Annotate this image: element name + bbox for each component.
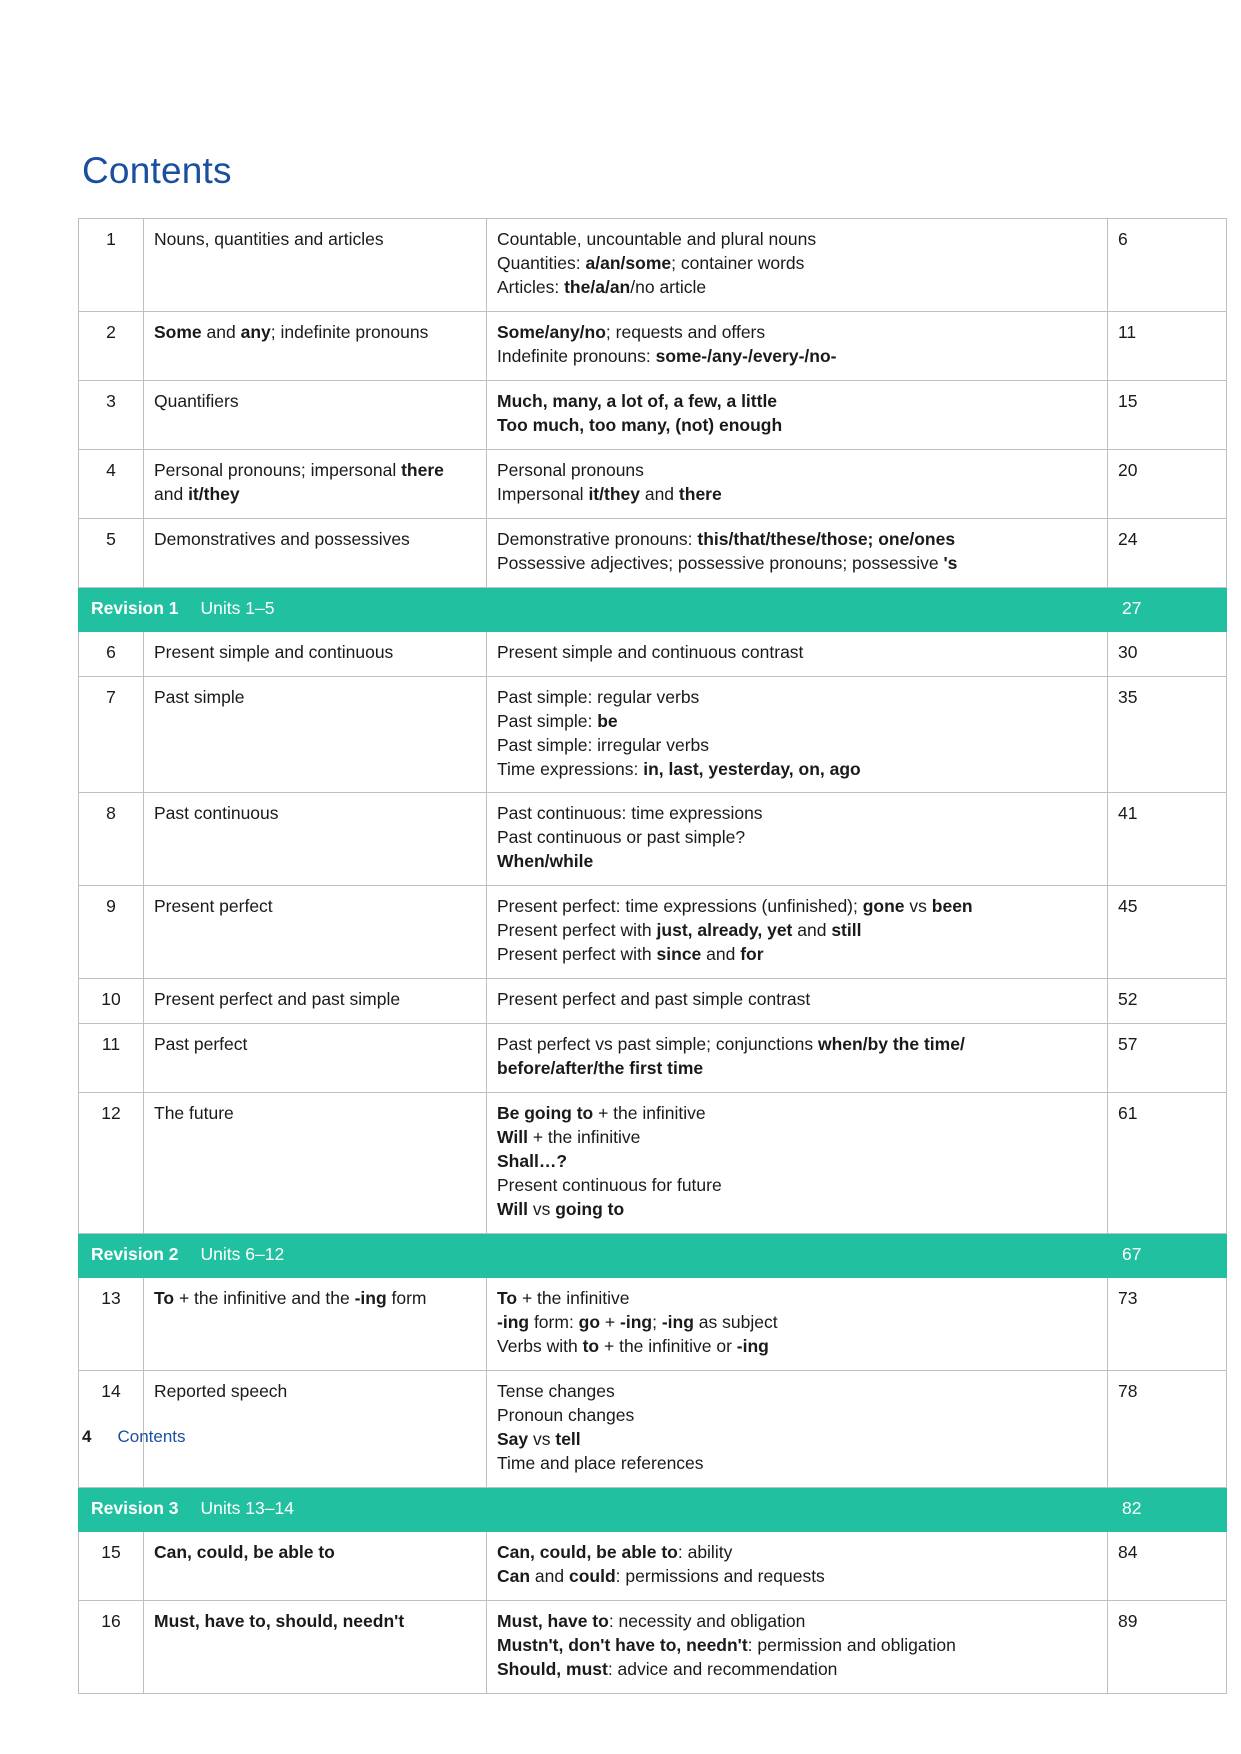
unit-description: Countable, uncountable and plural nouns Quantities: a/an/some; container words Articles: the/a/an/no article xyxy=(487,219,1108,312)
unit-title: Must, have to, should, needn't xyxy=(144,1600,487,1693)
unit-title: Quantifiers xyxy=(144,380,487,449)
revision-row xyxy=(79,1234,1227,1278)
unit-description: Must, have to: necessity and obligation Mustn't, don't have to, needn't: permission and obligation Should, must: advice and recommendation xyxy=(487,1600,1108,1693)
unit-page-number: 20 xyxy=(1108,449,1227,518)
unit-number: 9 xyxy=(79,886,144,979)
unit-page-number: 73 xyxy=(1108,1278,1227,1371)
unit-title: Demonstratives and possessives xyxy=(144,518,487,587)
revision-row xyxy=(79,587,1227,631)
unit-title: To + the infinitive and the -ing form xyxy=(144,1278,487,1371)
unit-page-number: 57 xyxy=(1108,1024,1227,1093)
unit-page-number: 52 xyxy=(1108,979,1227,1024)
unit-row xyxy=(79,1024,1227,1093)
unit-title: Some and any; indefinite pronouns xyxy=(144,311,487,380)
unit-number: 4 xyxy=(79,449,144,518)
revision-row xyxy=(79,1487,1227,1531)
unit-row xyxy=(79,219,1227,312)
unit-page-number: 84 xyxy=(1108,1531,1227,1600)
unit-page-number: 11 xyxy=(1108,311,1227,380)
unit-title: Past simple xyxy=(144,676,487,793)
unit-page-number: 35 xyxy=(1108,676,1227,793)
unit-number: 15 xyxy=(79,1531,144,1600)
unit-title: Personal pronouns; impersonal there and it/they xyxy=(144,449,487,518)
unit-number: 6 xyxy=(79,631,144,676)
unit-page-number: 78 xyxy=(1108,1370,1227,1487)
unit-row xyxy=(79,1093,1227,1234)
unit-description: Be going to + the infinitive Will + the infinitive Shall…? Present continuous for future Will vs going to xyxy=(487,1093,1108,1234)
unit-number: 3 xyxy=(79,380,144,449)
unit-number: 11 xyxy=(79,1024,144,1093)
unit-description: Present perfect: time expressions (unfinished); gone vs been Present perfect with just, already, yet and still Present perfect with since and for xyxy=(487,886,1108,979)
unit-title: The future xyxy=(144,1093,487,1234)
unit-row xyxy=(79,676,1227,793)
revision-units: Units 1–5 xyxy=(200,597,275,618)
unit-description: Personal pronouns Impersonal it/they and there xyxy=(487,449,1108,518)
unit-description: Past simple: regular verbs Past simple: be Past simple: irregular verbs Time expressions: in, last, yesterday, on, ago xyxy=(487,676,1108,793)
unit-page-number: 30 xyxy=(1108,631,1227,676)
unit-number: 12 xyxy=(79,1093,144,1234)
unit-description: Present simple and continuous contrast xyxy=(487,631,1108,676)
unit-row xyxy=(79,793,1227,886)
revision-title: Revision 1 xyxy=(91,597,179,618)
unit-row xyxy=(79,1278,1227,1371)
unit-description: Past continuous: time expressions Past continuous or past simple? When/while xyxy=(487,793,1108,886)
unit-row xyxy=(79,380,1227,449)
unit-page-number: 89 xyxy=(1108,1600,1227,1693)
unit-number: 14 xyxy=(79,1370,144,1487)
unit-title: Reported speech xyxy=(144,1370,487,1487)
unit-number: 7 xyxy=(79,676,144,793)
revision-units: Units 6–12 xyxy=(200,1244,285,1265)
unit-page-number: 45 xyxy=(1108,886,1227,979)
unit-row xyxy=(79,1600,1227,1693)
unit-row xyxy=(79,886,1227,979)
unit-title: Past continuous xyxy=(144,793,487,886)
unit-description: Tense changes Pronoun changes Say vs tell Time and place references xyxy=(487,1370,1108,1487)
revision-page-number: 27 xyxy=(1108,587,1227,631)
unit-page-number: 15 xyxy=(1108,380,1227,449)
contents-table-body xyxy=(79,219,1227,1694)
unit-page-number: 41 xyxy=(1108,793,1227,886)
revision-page-number: 67 xyxy=(1108,1234,1227,1278)
unit-row xyxy=(79,979,1227,1024)
unit-description: Can, could, be able to: ability Can and could: permissions and requests xyxy=(487,1531,1108,1600)
unit-number: 16 xyxy=(79,1600,144,1693)
unit-number: 13 xyxy=(79,1278,144,1371)
revision-page-number: 82 xyxy=(1108,1487,1227,1531)
unit-title: Present perfect and past simple xyxy=(144,979,487,1024)
unit-description: To + the infinitive -ing form: go + -ing; -ing as subject Verbs with to + the infinitive or -ing xyxy=(487,1278,1108,1371)
unit-row xyxy=(79,631,1227,676)
revision-label-cell xyxy=(79,587,1108,631)
page-title: Contents xyxy=(82,150,232,191)
unit-page-number: 61 xyxy=(1108,1093,1227,1234)
unit-title: Present simple and continuous xyxy=(144,631,487,676)
revision-units: Units 13–14 xyxy=(200,1497,294,1518)
unit-title: Can, could, be able to xyxy=(144,1531,487,1600)
revision-label-cell xyxy=(79,1487,1108,1531)
unit-description: Past perfect vs past simple; conjunctions when/by the time/ before/after/the first time xyxy=(487,1024,1108,1093)
page-footer xyxy=(82,1427,186,1447)
unit-description: Present perfect and past simple contrast xyxy=(487,979,1108,1024)
revision-title: Revision 3 xyxy=(91,1497,179,1518)
unit-page-number: 24 xyxy=(1108,518,1227,587)
footer-page-number: 4 xyxy=(82,1427,92,1446)
unit-title: Nouns, quantities and articles xyxy=(144,219,487,312)
unit-description: Demonstrative pronouns: this/that/these/those; one/ones Possessive adjectives; possessive pronouns; possessive 's xyxy=(487,518,1108,587)
unit-title: Present perfect xyxy=(144,886,487,979)
unit-row xyxy=(79,311,1227,380)
unit-title: Past perfect xyxy=(144,1024,487,1093)
unit-row xyxy=(79,1531,1227,1600)
revision-title: Revision 2 xyxy=(91,1244,179,1265)
unit-number: 8 xyxy=(79,793,144,886)
unit-row xyxy=(79,449,1227,518)
unit-row xyxy=(79,1370,1227,1487)
unit-description: Much, many, a lot of, a few, a little Too much, too many, (not) enough xyxy=(487,380,1108,449)
revision-label-cell xyxy=(79,1234,1108,1278)
footer-section-label: Contents xyxy=(117,1427,186,1446)
unit-row xyxy=(79,518,1227,587)
unit-number: 5 xyxy=(79,518,144,587)
unit-number: 2 xyxy=(79,311,144,380)
unit-description: Some/any/no; requests and offers Indefinite pronouns: some-/any-/every-/no- xyxy=(487,311,1108,380)
contents-table xyxy=(78,218,1227,1694)
unit-number: 1 xyxy=(79,219,144,312)
unit-page-number: 6 xyxy=(1108,219,1227,312)
unit-number: 10 xyxy=(79,979,144,1024)
